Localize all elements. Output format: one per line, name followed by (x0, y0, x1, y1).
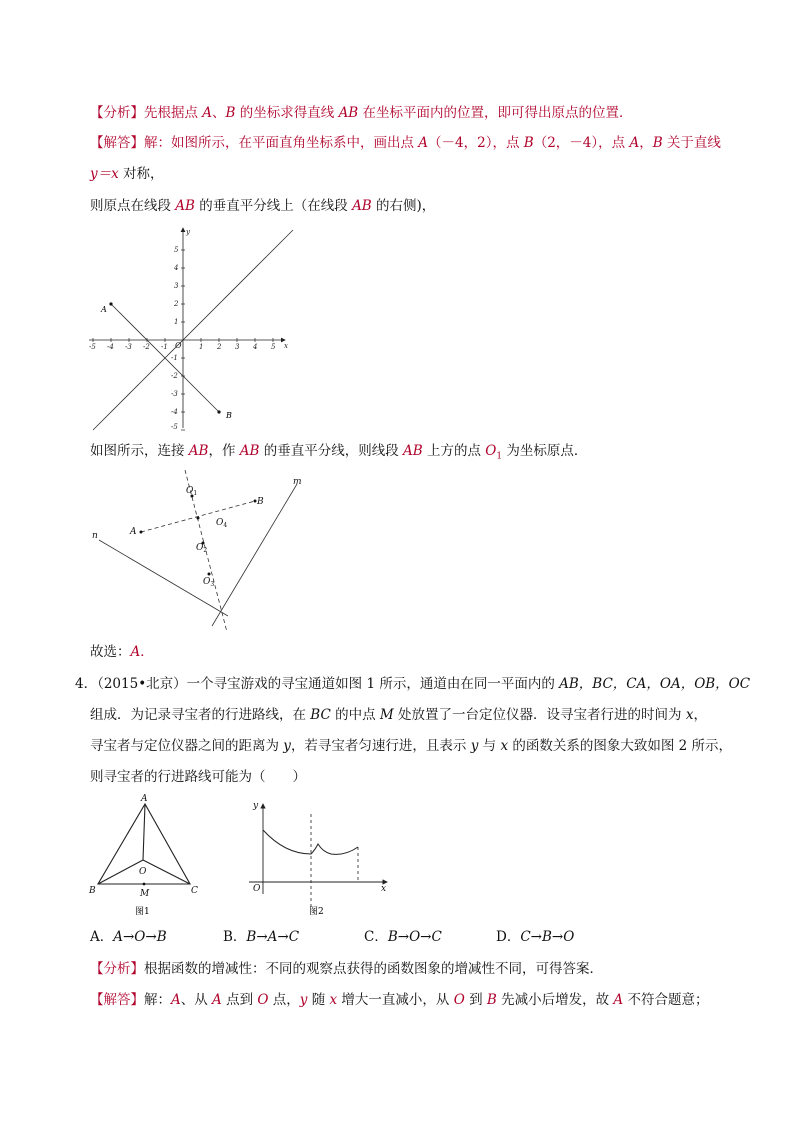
x-axis-label: x (284, 342, 288, 350)
label-m: m (293, 477, 302, 487)
segment-oa (143, 804, 145, 860)
answer-line-5: 【解答】解：A、从 A 点到 O 点，y 随 x 增大一直减小，从 O 到 B 先减小后增发，故 A 不符合题意； (90, 992, 709, 1008)
label-c: C (191, 886, 198, 896)
x-tick-label: -1 (161, 343, 168, 351)
label-n: n (92, 531, 98, 541)
line-y-equals-x (93, 230, 293, 430)
label-a: A (130, 527, 137, 537)
answer-tag: 【解答】 (90, 992, 144, 1008)
y-tick-label: 3 (174, 282, 179, 290)
line-m (212, 484, 297, 626)
answer-line-4: 如图所示，连接 AB，作 AB 的垂直平分线，则线段 AB 上方的点 $O_1$ 为坐标原点． (90, 443, 588, 462)
y-tick-label: -5 (171, 423, 178, 431)
y-axis-label: y (253, 801, 259, 811)
x-tick-label: 3 (235, 343, 240, 351)
y-tick-label: 1 (174, 318, 179, 326)
y-tick-label: -2 (171, 372, 178, 380)
x-tick-label: 2 (217, 343, 222, 351)
label-o3: $O_3$ (203, 577, 215, 588)
figure-1-caption: 图1 (135, 907, 150, 917)
x-tick-label: -5 (89, 343, 96, 351)
analysis-line-2: 【分析】根据函数的增减性：不同的观察点获得的函数图象的增减性不同，可得答案． (90, 961, 603, 977)
question-4-line-4: 则寻宝者的行进路线可能为（ ） (90, 769, 306, 785)
question-4-line-1: 4．（2015•北京）一个寻宝游戏的寻宝通道如图 1 所示，通道由在同一平面内的 AB，BC，CA，OA，OB，OC (75, 676, 751, 692)
point-o4 (197, 517, 200, 520)
point-a (140, 531, 143, 534)
label-b: B (257, 497, 264, 507)
label-m: M (140, 889, 150, 899)
point-a-label: A (101, 305, 107, 314)
question-4-line-3: 寻宝者与定位仪器之间的距离为 y，若寻宝者匀速行进，且表示 y 与 x 的函数关系的图象大致如图 2 所示， (90, 738, 733, 754)
origin-label: O (253, 884, 261, 894)
y-tick-label: -3 (171, 390, 178, 398)
analysis-line-1: 【分析】先根据点 A、B 的坐标求得直线 AB 在坐标平面内的位置，即可得出原点的位置． (90, 105, 633, 121)
figure-2-caption: 图2 (309, 907, 324, 917)
x-tick-label: 4 (253, 343, 258, 351)
point-b (217, 410, 220, 413)
y-tick-label: -1 (171, 354, 178, 362)
label-o: O (139, 867, 147, 877)
answer-line-2: y＝x 对称， (90, 166, 164, 182)
origin-label: O (175, 341, 182, 350)
x-tick-label: -4 (107, 343, 114, 351)
analysis-tag: 【分析】 (90, 961, 144, 977)
question-4-line-2: 组成．为记录寻宝者的行进路线，在 BC 的中点 M 处放置了一台定位仪器．设寻宝者行进的时间为 x， (90, 707, 707, 723)
y-axis-label: y (186, 228, 190, 236)
option-a[interactable]: A．A→O→B (90, 929, 167, 945)
label-b: B (89, 886, 96, 896)
x-axis-label: x (381, 884, 387, 894)
point-m (143, 883, 146, 886)
y-tick-label: 2 (174, 300, 179, 308)
triangle-figure-1 (85, 792, 210, 922)
answer-tag: 【解答】 (90, 135, 144, 151)
x-tick-label: -2 (143, 343, 150, 351)
bisector-figure (85, 466, 310, 636)
option-d[interactable]: D．C→B→O (496, 929, 575, 945)
answer-line-1: 【解答】解：如图所示，在平面直角坐标系中，画出点 A（－4，2），点 B（2，－4），点 A，B 关于直线 (90, 135, 721, 151)
label-o1: $O_1$ (186, 486, 198, 497)
label-o4: $O_4$ (216, 518, 228, 529)
function-graph-figure-2 (245, 792, 395, 922)
choice-line: 故选：A． (90, 644, 154, 660)
function-curve (263, 830, 358, 854)
answer-line-3: 则原点在线段 AB 的垂直平分线上（在线段 AB 的右侧)， (90, 198, 436, 214)
x-tick-label: 5 (271, 343, 276, 351)
y-tick-label: -4 (171, 408, 178, 416)
label-o2: $O_2$ (196, 543, 208, 554)
option-c[interactable]: C．B→O→C (364, 929, 442, 945)
point-b-label: B (226, 411, 232, 420)
coordinate-graph-1 (85, 222, 300, 432)
y-tick-label: 5 (174, 246, 179, 254)
label-a: A (141, 794, 148, 804)
y-tick-label: 4 (174, 264, 179, 272)
x-tick-label: 1 (199, 343, 204, 351)
analysis-tag: 【分析】 (90, 105, 144, 121)
point-o3 (208, 573, 211, 576)
x-tick-label: -3 (125, 343, 132, 351)
option-b[interactable]: B．B→A→C (223, 929, 300, 945)
point-a (109, 302, 112, 305)
